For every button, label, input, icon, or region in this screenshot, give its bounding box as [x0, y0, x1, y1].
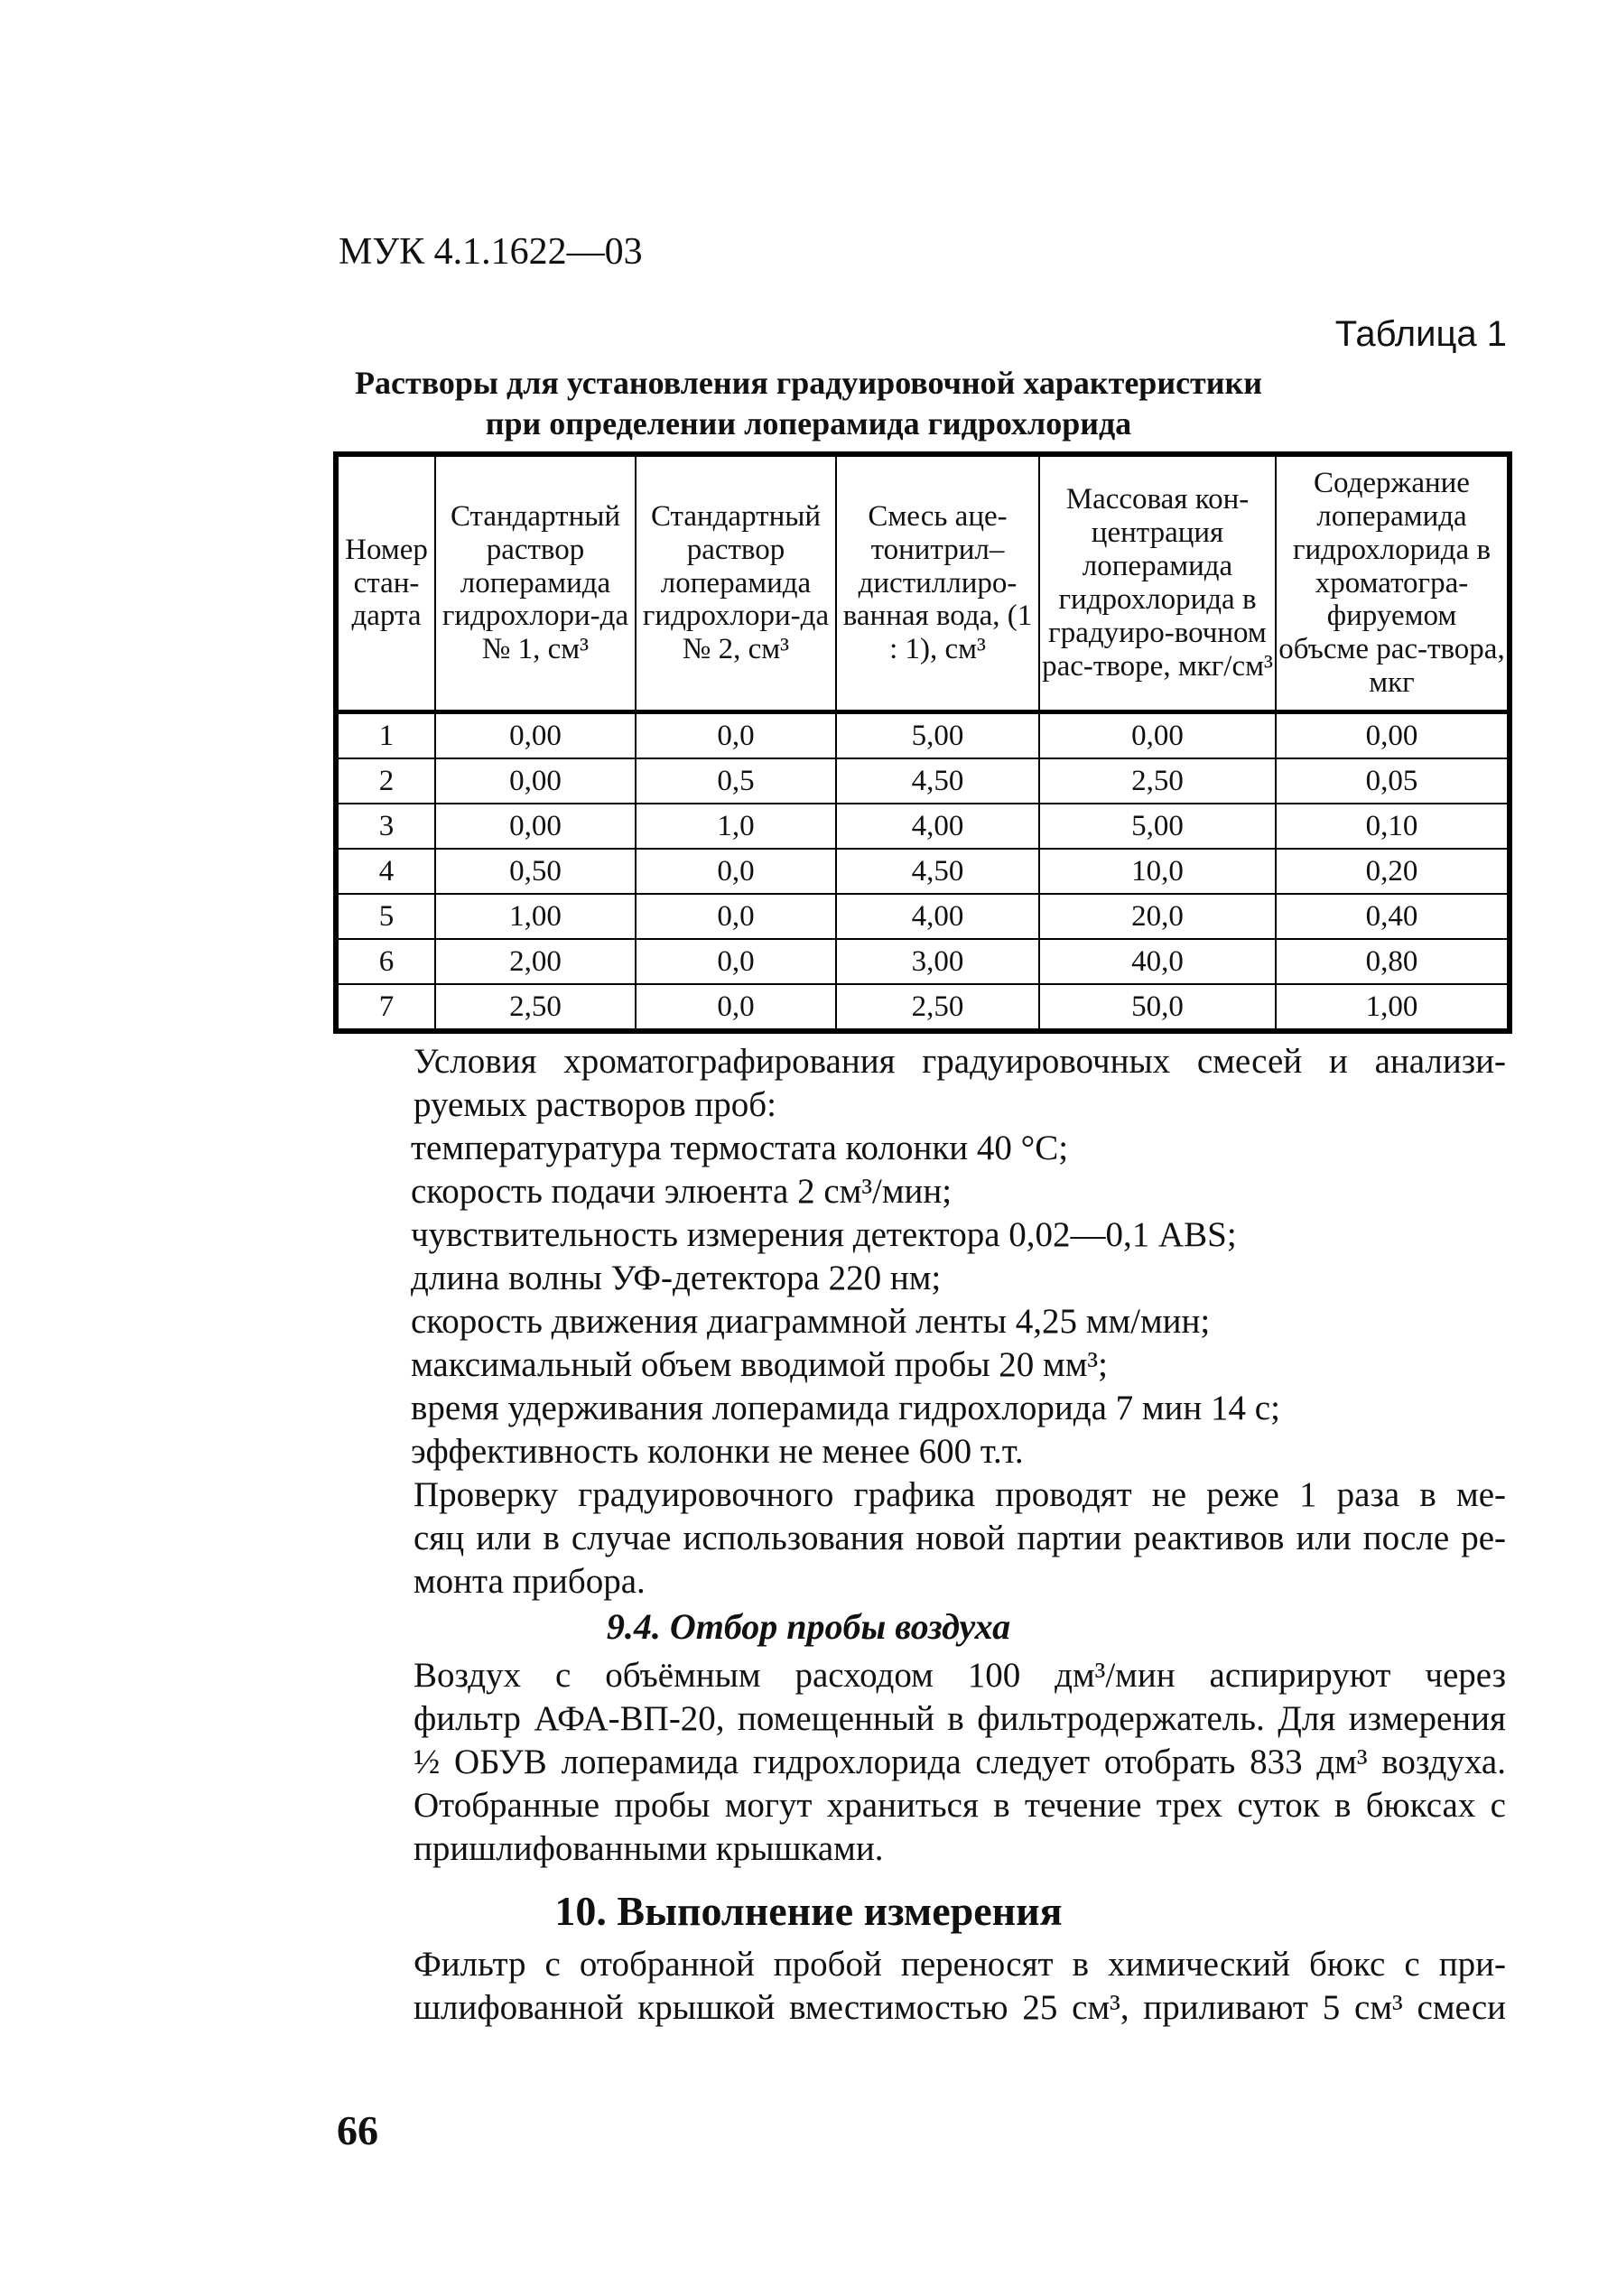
table-cell: 0,0: [636, 894, 836, 939]
text-line: Отобранные пробы могут храниться в течение трех суток в бюксах с: [414, 1786, 1506, 1825]
table-cell: 4: [336, 849, 435, 894]
table-cell: 7: [336, 984, 435, 1031]
table-label: Таблица 1: [1334, 314, 1507, 354]
table-cell: 50,0: [1039, 984, 1276, 1031]
table-cell: 0,5: [636, 758, 836, 804]
text-line: ½ ОБУВ лоперамида гидрохлорида следует отобрать 833 дм³ воздуха.: [414, 1743, 1506, 1781]
table-row: [336, 758, 1510, 804]
table-cell: 0,00: [1276, 712, 1510, 759]
table-header-row: [336, 454, 1510, 712]
list-item: максимальный объем вводимой пробы 20 мм³;: [411, 1345, 1108, 1384]
table-row: [336, 984, 1510, 1031]
column-header: Содержание лоперамида гидрохлорида в хроматогра-фируемом объсме рас-твора, мкг: [1276, 454, 1510, 712]
table-cell: 4,50: [836, 849, 1039, 894]
check-paragraph: [341, 1473, 1506, 1603]
table-cell: 2,50: [836, 984, 1039, 1031]
table-cell: 4,50: [836, 758, 1039, 804]
text-line: Условия хроматографирования градуировочных смесей и анализи-: [414, 1042, 1506, 1081]
table-cell: 0,20: [1276, 849, 1510, 894]
column-header: Стандартный раствор лоперамида гидрохлори-да № 1, см³: [435, 454, 636, 712]
section-heading: 10. Выполнение измерения: [554, 1888, 1063, 1934]
table-cell: 0,0: [636, 849, 836, 894]
table-row: [336, 849, 1510, 894]
table-cell: 0,0: [636, 984, 836, 1031]
table-cell: 5: [336, 894, 435, 939]
table-cell: 1,00: [435, 894, 636, 939]
table-cell: 2,00: [435, 939, 636, 984]
text-line: пришлифованными крышками.: [414, 1829, 884, 1868]
text-line: руемых растворов проб:: [414, 1085, 776, 1124]
text-line: Проверку градуировочного графика проводят не реже 1 раза в ме-: [414, 1475, 1506, 1514]
table-cell: 0,00: [435, 804, 636, 849]
table-cell: 40,0: [1039, 939, 1276, 984]
table-cell: 20,0: [1039, 894, 1276, 939]
table-cell: 0,80: [1276, 939, 1510, 984]
table-caption-line-1: Растворы для установления градуировочной характеристики: [355, 365, 1262, 401]
list-item: скорость движения диаграммной ленты 4,25 мм/мин;: [411, 1302, 1211, 1341]
table-cell: 10,0: [1039, 849, 1276, 894]
list-item: эффективность колонки не менее 600 т.т.: [411, 1432, 1024, 1471]
table-cell: 1,0: [636, 804, 836, 849]
measurement-paragraph: [341, 1943, 1506, 2030]
document-code: МУК 4.1.1622—03: [339, 231, 643, 273]
table-row: [336, 939, 1510, 984]
list-item: длина волны УФ-детектора 220 нм;: [411, 1259, 942, 1297]
table-cell: 0,00: [435, 758, 636, 804]
column-header: Массовая кон-центрация лоперамида гидрохлорида в градуиро-вочном рас-творе, мкг/см³: [1039, 454, 1276, 712]
list-item: температуратура термостата колонки 40 °С;: [411, 1129, 1069, 1167]
conditions-list: [411, 1127, 1280, 1473]
table-row: [336, 894, 1510, 939]
table-cell: 4,00: [836, 894, 1039, 939]
table-cell: 0,40: [1276, 894, 1510, 939]
table-cell: 1: [336, 712, 435, 759]
text-line: шлифованной крышкой вместимостью 25 см³, приливают 5 см³ смеси: [414, 1988, 1506, 2027]
table-cell: 3,00: [836, 939, 1039, 984]
table-cell: 0,05: [1276, 758, 1510, 804]
table-cell: 2: [336, 758, 435, 804]
subsection-heading: 9.4. Отбор пробы воздуха: [606, 1606, 1011, 1647]
table-cell: 0,0: [636, 939, 836, 984]
list-item: время удерживания лоперамида гидрохлорида 7 мин 14 с;: [411, 1389, 1280, 1427]
table-cell: 1,00: [1276, 984, 1510, 1031]
table-row: [336, 712, 1510, 759]
table-cell: 5,00: [836, 712, 1039, 759]
column-header: Номер стан-дарта: [336, 454, 435, 712]
text-line: Фильтр с отобранной пробой переносят в химический бюкс с при-: [414, 1945, 1506, 1984]
column-header: Смесь аце-тонитрил–дистиллиро-ванная вода, (1 : 1), см³: [836, 454, 1039, 712]
list-item: чувствительность измерения детектора 0,02—0,1 ABS;: [411, 1215, 1237, 1254]
air-sampling-paragraph: [341, 1654, 1506, 1871]
table-caption-line-2: при определении лоперамида гидрохлорида: [485, 405, 1132, 442]
calibration-table: [333, 451, 1512, 1034]
conditions-paragraph: [341, 1040, 1506, 1127]
table-row: [336, 804, 1510, 849]
table-cell: 0,10: [1276, 804, 1510, 849]
table-cell: 0,50: [435, 849, 636, 894]
table-cell: 0,00: [1039, 712, 1276, 759]
table-cell: 6: [336, 939, 435, 984]
table-cell: 3: [336, 804, 435, 849]
list-item: скорость подачи элюента 2 см³/мин;: [411, 1172, 953, 1211]
text-line: Воздух с объёмным расходом 100 дм³/мин аспирируют через: [414, 1656, 1506, 1695]
table-cell: 2,50: [1039, 758, 1276, 804]
table-cell: 0,0: [636, 712, 836, 759]
table-cell: 2,50: [435, 984, 636, 1031]
text-line: фильтр АФА-ВП-20, помещенный в фильтродержатель. Для измерения: [414, 1699, 1506, 1738]
column-header: Стандартный раствор лоперамида гидрохлори-да № 2, см³: [636, 454, 836, 712]
table-cell: 5,00: [1039, 804, 1276, 849]
table-cell: 0,00: [435, 712, 636, 759]
page-number: 66: [337, 2107, 378, 2153]
table-cell: 4,00: [836, 804, 1039, 849]
text-line: сяц или в случае использования новой партии реактивов или после ре-: [414, 1519, 1506, 1557]
text-line: монта прибора.: [414, 1562, 646, 1601]
